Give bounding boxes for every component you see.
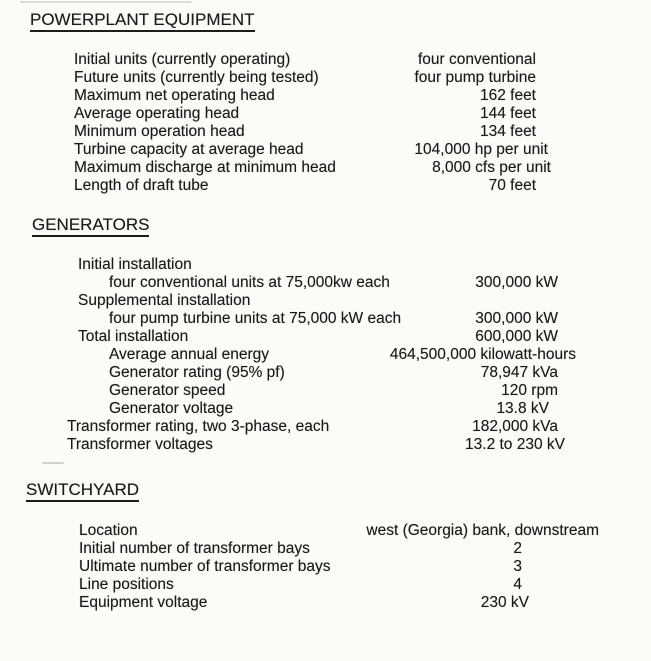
spec-label: Minimum operation head bbox=[74, 123, 245, 140]
spec-row bbox=[0, 540, 651, 558]
spec-row bbox=[0, 400, 651, 418]
spec-value: 70 feet bbox=[488, 177, 536, 194]
spec-row bbox=[0, 364, 651, 382]
spec-value: 78,947 kVa bbox=[480, 364, 558, 381]
spec-row bbox=[0, 558, 651, 576]
spec-value: 182,000 kVa bbox=[472, 418, 558, 435]
spec-label: Initial installation bbox=[78, 256, 192, 273]
spec-row bbox=[0, 123, 651, 141]
spec-row bbox=[0, 69, 651, 87]
switchyard-rows bbox=[0, 522, 651, 612]
spec-label: Supplemental installation bbox=[78, 292, 251, 309]
spec-row bbox=[0, 522, 651, 540]
spec-label: Total installation bbox=[78, 328, 189, 345]
spec-label: Initial number of transformer bays bbox=[79, 540, 310, 557]
spec-row bbox=[0, 436, 651, 454]
spec-row bbox=[0, 382, 651, 400]
spec-value: 120 rpm bbox=[501, 382, 558, 399]
spec-label: Transformer voltages bbox=[67, 436, 213, 453]
powerplant-equipment-rows bbox=[0, 51, 651, 195]
section-heading-switchyard: SWITCHYARD bbox=[26, 480, 139, 502]
spec-value: 2 bbox=[513, 540, 522, 557]
spec-label: Line positions bbox=[79, 576, 174, 593]
spec-row bbox=[0, 256, 651, 274]
spec-row bbox=[0, 418, 651, 436]
spec-label: Generator voltage bbox=[109, 400, 234, 417]
spec-value: four pump turbine bbox=[414, 69, 536, 86]
spec-label: Generator rating (95% pf) bbox=[109, 364, 285, 381]
spec-label: Average operating head bbox=[74, 105, 240, 122]
spec-value: 300,000 kW bbox=[475, 274, 558, 291]
spec-row bbox=[0, 292, 651, 310]
spec-value: 8,000 cfs per unit bbox=[432, 159, 551, 176]
spec-row bbox=[0, 141, 651, 159]
spec-value: west (Georgia) bank, downstream bbox=[366, 522, 599, 539]
spec-value: 104,000 hp per unit bbox=[414, 141, 548, 158]
spec-value: 230 kV bbox=[480, 594, 529, 611]
spec-label: Maximum discharge at minimum head bbox=[74, 159, 336, 176]
spec-value: four conventional bbox=[417, 51, 536, 68]
spec-label: Generator speed bbox=[109, 382, 226, 399]
spec-value: 600,000 kW bbox=[475, 328, 558, 345]
spec-row bbox=[0, 346, 651, 364]
spec-value: 464,500,000 kilowatt-hours bbox=[389, 346, 576, 363]
spec-value: 144 feet bbox=[479, 105, 536, 122]
spec-label: Future units (currently being tested) bbox=[74, 69, 319, 86]
spec-label: Location bbox=[79, 522, 138, 539]
spec-label: Transformer rating, two 3-phase, each bbox=[67, 418, 330, 435]
spec-label: Initial units (currently operating) bbox=[74, 51, 291, 68]
spec-row bbox=[0, 87, 651, 105]
section-heading-generators: GENERATORS bbox=[32, 215, 149, 237]
spec-value: 162 feet bbox=[479, 87, 536, 104]
spec-label: four pump turbine units at 75,000 kW each bbox=[109, 310, 402, 327]
spec-value: 4 bbox=[513, 576, 522, 593]
spec-row bbox=[0, 576, 651, 594]
spec-row bbox=[0, 177, 651, 195]
spec-row bbox=[0, 274, 651, 292]
spec-value: 13.2 to 230 kV bbox=[465, 436, 565, 453]
spec-label: Average annual energy bbox=[109, 346, 270, 363]
spec-value: 3 bbox=[513, 558, 522, 575]
spec-label: Turbine capacity at average head bbox=[74, 141, 304, 158]
generators-rows bbox=[0, 256, 651, 454]
spec-label: Equipment voltage bbox=[79, 594, 208, 611]
spec-value: 134 feet bbox=[479, 123, 536, 140]
spec-row bbox=[0, 51, 651, 69]
spec-value: 300,000 kW bbox=[475, 310, 558, 327]
spec-value: 13.8 kV bbox=[496, 400, 549, 417]
section-heading-powerplant-equipment: POWERPLANT EQUIPMENT bbox=[30, 10, 255, 32]
scan-artifact-left-dash bbox=[42, 462, 64, 464]
spec-label: four conventional units at 75,000kw each bbox=[109, 274, 390, 291]
spec-label: Maximum net operating head bbox=[74, 87, 275, 104]
scan-artifact-top-streak bbox=[20, 1, 192, 3]
spec-row bbox=[0, 159, 651, 177]
spec-row bbox=[0, 310, 651, 328]
spec-label: Length of draft tube bbox=[74, 177, 209, 194]
spec-row bbox=[0, 594, 651, 612]
spec-label: Ultimate number of transformer bays bbox=[79, 558, 331, 575]
spec-row bbox=[0, 105, 651, 123]
spec-row bbox=[0, 328, 651, 346]
